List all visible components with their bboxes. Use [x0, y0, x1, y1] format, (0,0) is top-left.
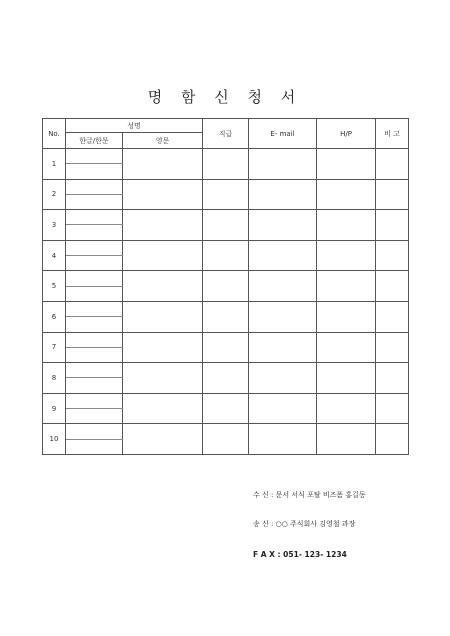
hp-cell[interactable] [317, 210, 376, 241]
recipient-value: 문서 서식 포탈 비즈폼 홍길동 [275, 491, 366, 499]
footer-recipient [253, 490, 366, 500]
email-cell[interactable] [249, 240, 317, 271]
name-korean-cell[interactable] [66, 363, 123, 378]
position-cell[interactable] [203, 424, 249, 455]
name-english-cell[interactable] [123, 424, 203, 455]
table-row [43, 301, 409, 316]
name-english-cell[interactable] [123, 210, 203, 241]
row-number: 5 [43, 271, 66, 302]
remarks-cell[interactable] [376, 301, 409, 332]
remarks-cell[interactable] [376, 424, 409, 455]
remarks-cell[interactable] [376, 393, 409, 424]
hp-cell[interactable] [317, 149, 376, 180]
remarks-cell[interactable] [376, 240, 409, 271]
name-english-cell[interactable] [123, 393, 203, 424]
name-hanja-cell[interactable] [66, 439, 123, 454]
hp-cell[interactable] [317, 393, 376, 424]
header-no: No. [43, 119, 66, 149]
position-cell[interactable] [203, 332, 249, 363]
table-row [43, 240, 409, 255]
position-cell[interactable] [203, 301, 249, 332]
position-cell[interactable] [203, 149, 249, 180]
document-title: 명 함 신 청 서 [147, 88, 303, 106]
hp-cell[interactable] [317, 301, 376, 332]
table-row [43, 271, 409, 286]
remarks-cell[interactable] [376, 149, 409, 180]
name-hanja-cell[interactable] [66, 194, 123, 209]
email-cell[interactable] [249, 179, 317, 210]
name-english-cell[interactable] [123, 363, 203, 394]
remarks-cell[interactable] [376, 363, 409, 394]
name-english-cell[interactable] [123, 179, 203, 210]
name-english-cell[interactable] [123, 149, 203, 180]
table-row [43, 210, 409, 225]
position-cell[interactable] [203, 271, 249, 302]
position-cell[interactable] [203, 363, 249, 394]
name-hanja-cell[interactable] [66, 317, 123, 332]
row-number: 6 [43, 301, 66, 332]
hp-cell[interactable] [317, 240, 376, 271]
hp-cell[interactable] [317, 271, 376, 302]
row-number: 4 [43, 240, 66, 271]
name-hanja-cell[interactable] [66, 286, 123, 301]
row-number: 2 [43, 179, 66, 210]
remarks-cell[interactable] [376, 271, 409, 302]
name-korean-cell[interactable] [66, 393, 123, 408]
name-english-cell[interactable] [123, 301, 203, 332]
name-korean-cell[interactable] [66, 424, 123, 439]
email-cell[interactable] [249, 332, 317, 363]
email-cell[interactable] [249, 210, 317, 241]
name-hanja-cell[interactable] [66, 378, 123, 393]
name-hanja-cell[interactable] [66, 256, 123, 271]
name-hanja-cell[interactable] [66, 225, 123, 240]
recipient-label: 수 신 : [253, 491, 274, 499]
email-cell[interactable] [249, 424, 317, 455]
hp-cell[interactable] [317, 424, 376, 455]
business-card-request-table [42, 118, 409, 455]
row-number: 3 [43, 210, 66, 241]
name-korean-cell[interactable] [66, 301, 123, 316]
row-number: 7 [43, 332, 66, 363]
name-english-cell[interactable] [123, 332, 203, 363]
table-body [43, 149, 409, 455]
name-korean-cell[interactable] [66, 210, 123, 225]
header-name-english: 영문 [123, 133, 203, 149]
position-cell[interactable] [203, 393, 249, 424]
name-english-cell[interactable] [123, 240, 203, 271]
position-cell[interactable] [203, 240, 249, 271]
hp-cell[interactable] [317, 332, 376, 363]
email-cell[interactable] [249, 393, 317, 424]
fax-value: 051- 123- 1234 [283, 550, 347, 559]
table-row [43, 363, 409, 378]
name-korean-cell[interactable] [66, 332, 123, 347]
table-row [43, 179, 409, 194]
sender-label: 송 신 : [253, 520, 274, 528]
footer-sender [253, 519, 355, 529]
row-number: 10 [43, 424, 66, 455]
sender-value: ○○ 주식회사 김영철 과장 [275, 520, 356, 528]
row-number: 8 [43, 363, 66, 394]
hp-cell[interactable] [317, 363, 376, 394]
row-number: 9 [43, 393, 66, 424]
row-number: 1 [43, 149, 66, 180]
remarks-cell[interactable] [376, 332, 409, 363]
name-korean-cell[interactable] [66, 271, 123, 286]
header-name-korean: 한글/한문 [66, 133, 123, 149]
hp-cell[interactable] [317, 179, 376, 210]
table-row [43, 332, 409, 347]
remarks-cell[interactable] [376, 210, 409, 241]
email-cell[interactable] [249, 271, 317, 302]
email-cell[interactable] [249, 363, 317, 394]
email-cell[interactable] [249, 301, 317, 332]
name-hanja-cell[interactable] [66, 409, 123, 424]
header-hp: H/P [317, 119, 376, 149]
header-email: E- mail [249, 119, 317, 149]
header-position: 직급 [203, 119, 249, 149]
position-cell[interactable] [203, 210, 249, 241]
name-korean-cell[interactable] [66, 149, 123, 164]
name-english-cell[interactable] [123, 271, 203, 302]
table-row [43, 393, 409, 408]
fax-label: F A X : [253, 550, 281, 559]
header-name: 성명 [66, 119, 203, 133]
header-remarks: 비 고 [376, 119, 409, 149]
table-row [43, 149, 409, 164]
name-korean-cell[interactable] [66, 240, 123, 255]
position-cell[interactable] [203, 179, 249, 210]
email-cell[interactable] [249, 149, 317, 180]
table-row [43, 424, 409, 439]
remarks-cell[interactable] [376, 179, 409, 210]
footer-fax [253, 550, 347, 559]
name-hanja-cell[interactable] [66, 164, 123, 179]
name-hanja-cell[interactable] [66, 347, 123, 362]
name-korean-cell[interactable] [66, 179, 123, 194]
